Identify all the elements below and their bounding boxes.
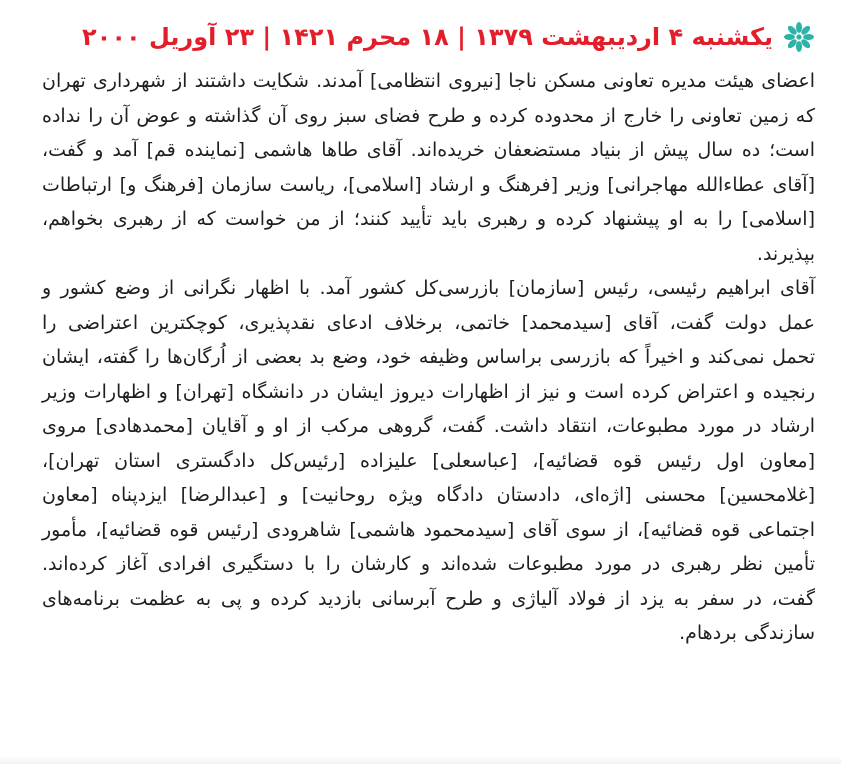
page-edge (0, 756, 841, 764)
paragraph-1: اعضای هیئت مدیره تعاونی مسکن ناجا [نیروی انتظامی] آمدند. شکایت داشتند از شهرداری تهران که زمین تعاونی را خارج از محدوده کرده و طرح فضای سبز روی آن گذاشته و عوض آن را نداده است؛ ده سال پیش از بنیاد مستضعفان خریده‌اند. آقای طاها هاشمی [نماینده قم] آمد و گفت، [آقای عطاءالله مهاجرانی] وزیر [فرهنگ و ارشاد [اسلامی]، ریاست سازمان [فرهنگ و] ارتباطات [اسلامی] را به او پیشنهاد کرده و رهبری باید تأیید کنند؛ از من خواست که از رهبری بخواهم، بپذیرند. (42, 70, 815, 265)
flower-icon (783, 21, 815, 53)
entry-header (42, 14, 815, 60)
paragraph-2: آقای ابراهیم رئیسی، رئیس [سازمان] بازرسی‌کل کشور آمد. با اظهار نگرانی از وضع کشور و عمل دولت گفت، آقای [سیدمحمد] خاتمی، برخلاف ادعای نقدپذیری، کوچکترین اعتراضی را تحمل نمی‌کند و اخیراً که بازرسی براساس وظیفه خود، وضع بد بعضی از اُرگان‌ها را گفته، ایشان رنجیده و اعتراض کرده است و نیز از اظهارات دیروز ایشان در دانشگاه [تهران] و اظهارات وزیر ارشاد در مورد مطبوعات، انتقاد داشت. گفت، گروهی مرکب از او و آقایان [محمدهادی] مروی [معاون اول رئیس قوه قضائیه]، [عباسعلی] علیزاده [رئیس‌کل دادگستری استان تهران]، [غلامحسین] محسنی [اژه‌ای، دادستان دادگاه ویژه روحانیت] و [عبدالرضا] ایزدپناه [معاون اجتماعی قوه قضائیه]، از سوی آقای [سیدمحمود هاشمی] شاهرودی [رئیس قوه قضائیه]، مأمور تأمین نظر رهبری در مورد مطبوعات شده‌اند و کارشان را با دستگیری افرادی آغاز کرده‌اند. گفت، در سفر به یزد از فولاد آلیاژی و طرح آبرسانی بازدید کرده و پی به عظمت برنامه‌های سازندگی بردهام. (42, 277, 815, 644)
entry-date-title: یکشنبه ۴ اردیبهشت ۱۳۷۹ | ۱۸ محرم ۱۴۲۱ | ۲۳ آوریل ۲۰۰۰ (82, 23, 773, 51)
